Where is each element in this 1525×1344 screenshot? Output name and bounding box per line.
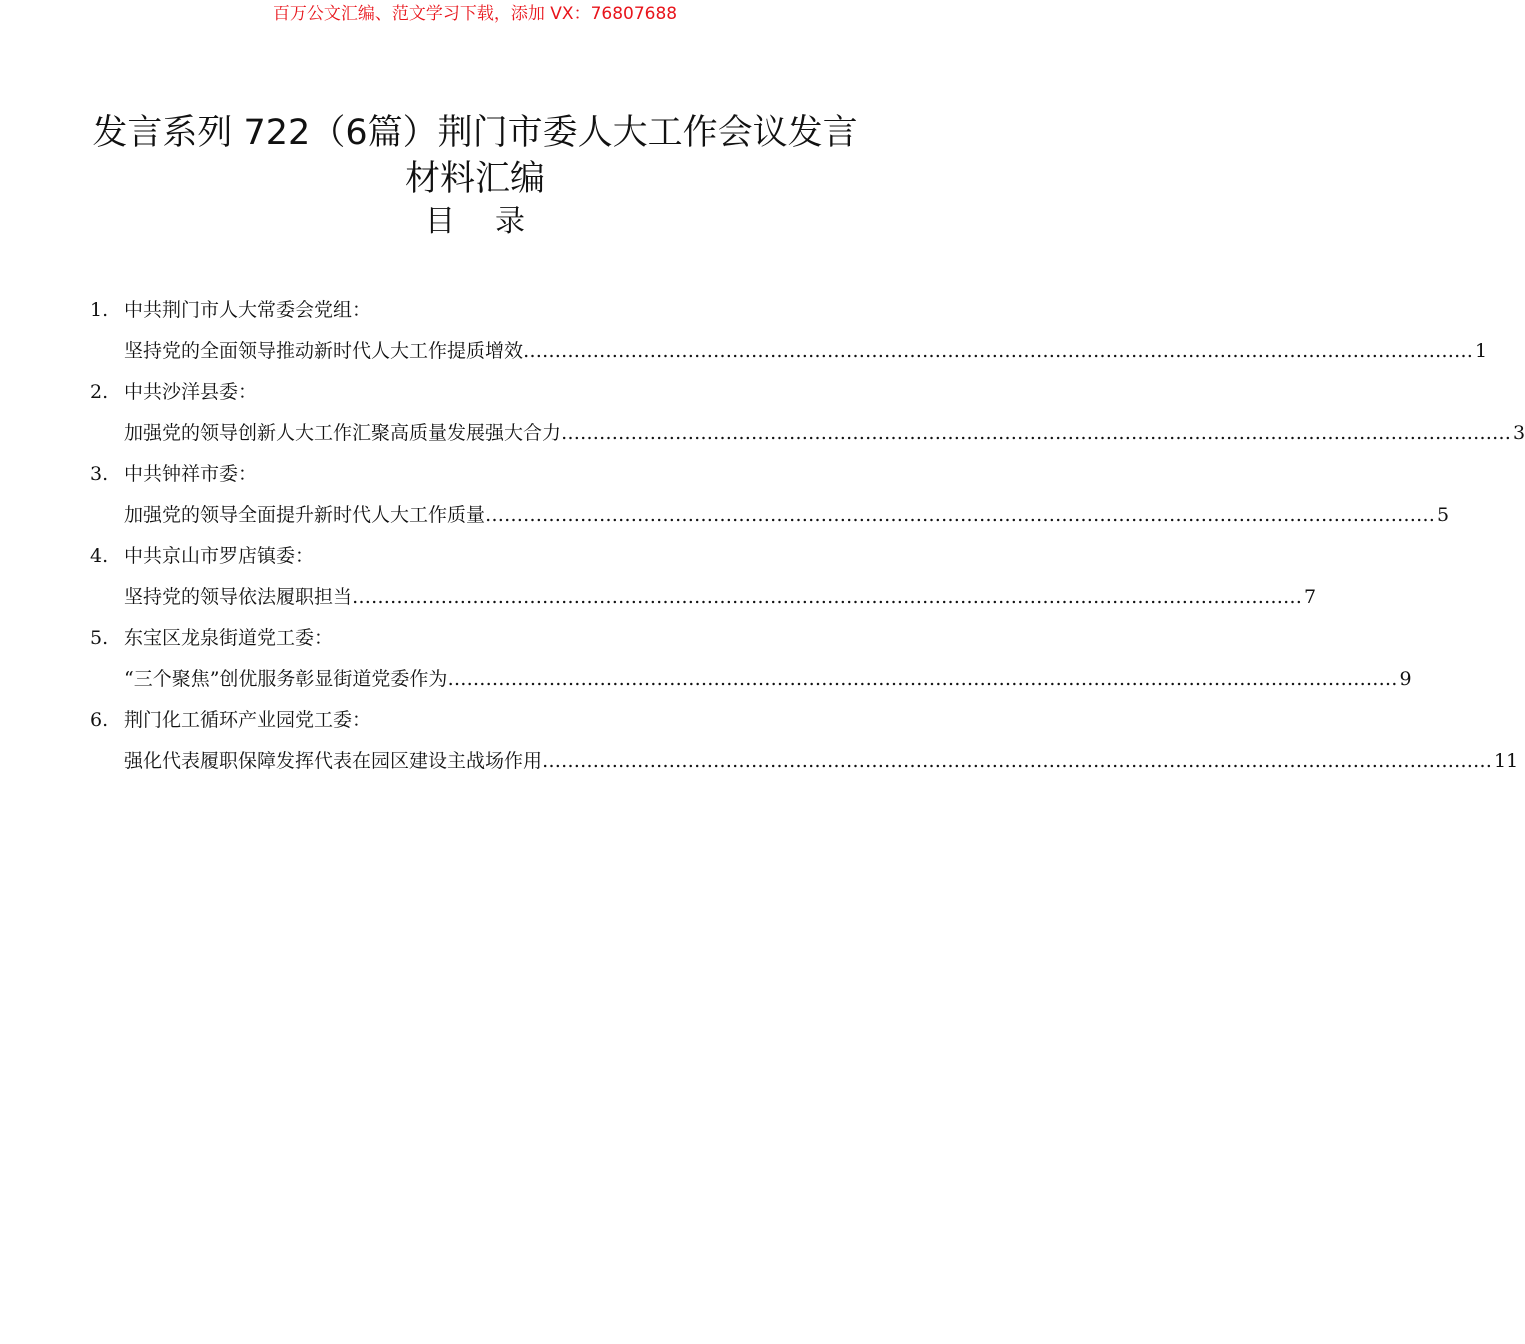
toc-entry[interactable] [90, 618, 1412, 700]
toc-leader-dots: …………………………………………………………………………………………………………………………………… [523, 340, 1474, 362]
document-title [40, 110, 910, 202]
toc-entry-number: 1. [90, 299, 109, 321]
toc-entry-number: 6. [90, 709, 109, 731]
toc-entry-number: 3. [90, 463, 109, 485]
toc-entry[interactable] [90, 536, 1317, 618]
toc-entry-line [90, 577, 1317, 618]
toc-entry-line [90, 413, 1525, 454]
toc-entry-heading [90, 290, 860, 331]
toc-entry-page: 1 [1475, 340, 1488, 362]
toc-entry[interactable] [90, 454, 1450, 536]
toc-entry-page: 5 [1437, 504, 1450, 526]
toc-entry[interactable] [90, 700, 1519, 782]
toc-entry-number: 5. [90, 627, 109, 649]
toc-entry-page: 9 [1399, 668, 1412, 690]
table-of-contents [90, 290, 1525, 782]
toc-leader-dots: …………………………………………………………………………………………………………………………………… [542, 750, 1493, 772]
toc-leader-dots: …………………………………………………………………………………………………………………………………… [485, 504, 1436, 526]
toc-entry-heading [90, 618, 860, 659]
toc-entry-page: 3 [1513, 422, 1525, 444]
toc-entry-org: 中共钟祥市委： [124, 463, 258, 485]
toc-entry-title: “三个聚焦”创优服务彰显街道党委作为 [124, 668, 448, 690]
watermark-banner: 百万公文汇编、范文学习下载，添加 VX：76807688 [272, 4, 678, 24]
toc-entry-org: 荆门化工循环产业园党工委： [124, 709, 372, 731]
toc-entry-org: 中共京山市罗店镇委： [124, 545, 315, 567]
toc-entry-org: 中共荆门市人大常委会党组： [124, 299, 372, 321]
toc-entry[interactable] [90, 372, 1525, 454]
toc-entry-number: 4. [90, 545, 109, 567]
toc-entry-number: 2. [90, 381, 109, 403]
toc-entry-heading [90, 536, 860, 577]
toc-entry-page: 11 [1494, 750, 1519, 772]
toc-heading: 目录 [425, 204, 565, 239]
toc-entry-line [90, 741, 1519, 782]
toc-leader-dots: …………………………………………………………………………………………………………………………………… [352, 586, 1303, 608]
toc-entry-heading [90, 454, 860, 495]
document-title-line1: 发言系列 722（6篇）荆门市委人大工作会议发言 [92, 113, 858, 153]
toc-entry-heading [90, 700, 860, 741]
toc-entry-line [90, 331, 1488, 372]
toc-entry-line [90, 495, 1450, 536]
toc-entry-title: 加强党的领导创新人大工作汇聚高质量发展强大合力 [124, 422, 562, 444]
toc-leader-dots: …………………………………………………………………………………………………………………………………… [447, 668, 1398, 690]
toc-entry-title: 坚持党的全面领导推动新时代人大工作提质增效 [124, 340, 524, 362]
toc-entry-org: 中共沙洋县委： [124, 381, 258, 403]
toc-entry-org: 东宝区龙泉街道党工委： [124, 627, 334, 649]
toc-entry-title: 加强党的领导全面提升新时代人大工作质量 [124, 504, 486, 526]
toc-entry-title: 强化代表履职保障发挥代表在园区建设主战场作用 [124, 750, 543, 772]
toc-leader-dots: …………………………………………………………………………………………………………………………………… [561, 422, 1512, 444]
document-title-line2: 材料汇编 [404, 159, 545, 199]
toc-entry-line [90, 659, 1412, 700]
toc-entry-title: 坚持党的领导依法履职担当 [124, 586, 353, 608]
toc-entry-heading [90, 372, 860, 413]
toc-entry-page: 7 [1304, 586, 1317, 608]
toc-entry[interactable] [90, 290, 1488, 372]
